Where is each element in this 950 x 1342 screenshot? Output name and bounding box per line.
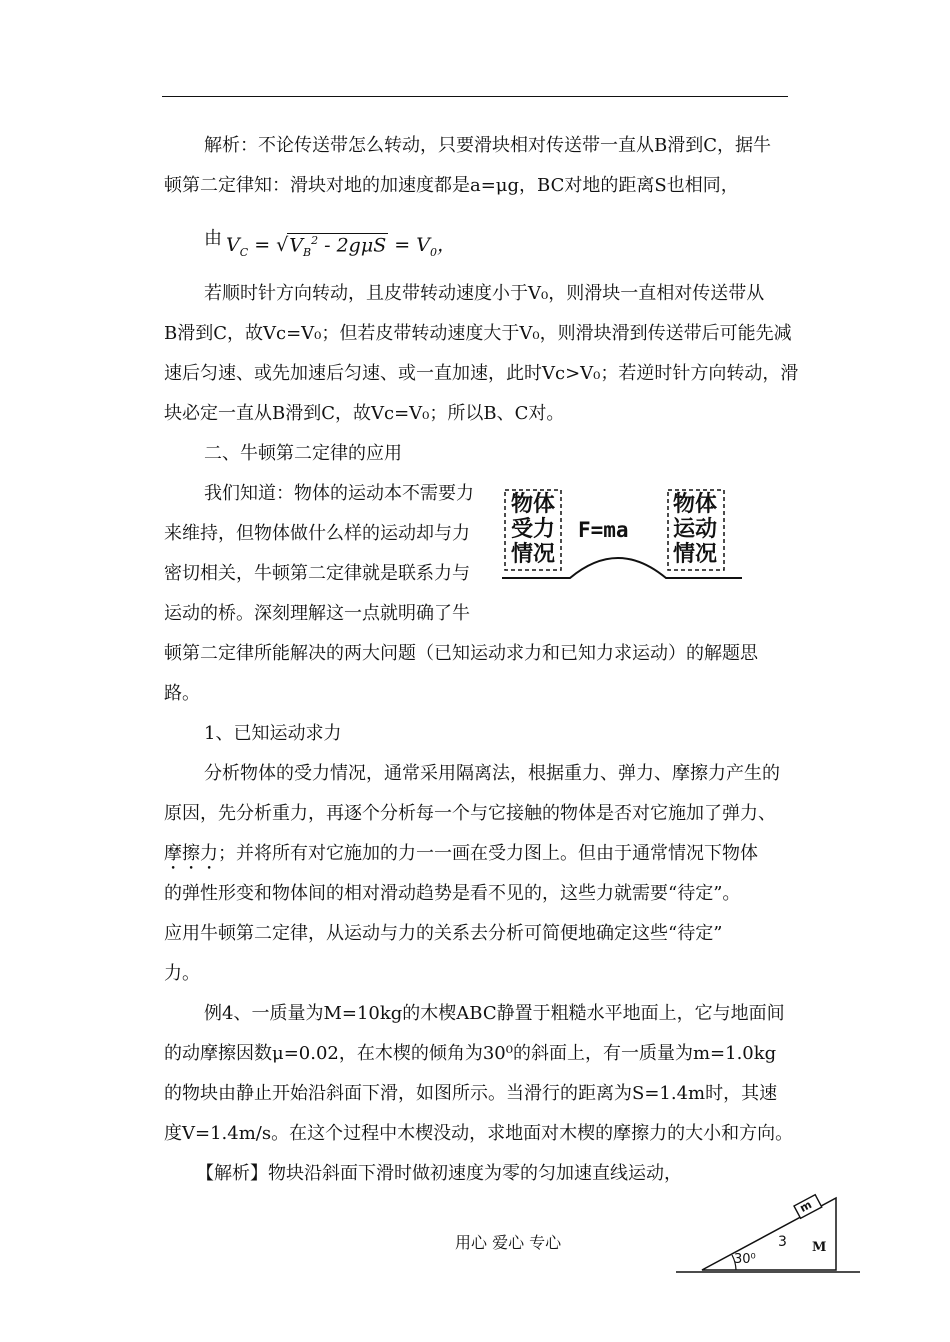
paragraph-line: 分析物体的受力情况，通常采用隔离法，根据重力、弹力、摩擦力产生的 xyxy=(204,763,780,784)
header-rule xyxy=(162,96,788,97)
subsection-heading: 1、已知运动求力 xyxy=(204,723,342,744)
f-equals-ma: F=ma xyxy=(578,518,629,542)
angle-label: 30⁰ xyxy=(734,1252,756,1267)
left-box-line: 情况 xyxy=(510,542,555,567)
paragraph-line: 应用牛顿第二定律，从运动与力的关系去分析可简便地确定这些“待定” xyxy=(164,923,723,944)
example-line: 例4、一质量为M=10kg的木楔ABC静置于粗糙水平地面上，它与地面间 xyxy=(204,1003,785,1024)
side-label: 3 xyxy=(778,1234,787,1250)
paragraph-line: B滑到C，故Vc=V₀；但若皮带转动速度大于V₀，则滑块滑到传送带后可能先减 xyxy=(164,323,792,344)
wedge-label: M xyxy=(812,1240,827,1255)
paragraph-line: 的弹性形变和物体间的相对滑动趋势是看不见的，这些力就需要“待定”。 xyxy=(164,883,741,904)
right-box-line: 物体 xyxy=(672,492,717,517)
emphasis-friction: 摩擦力； xyxy=(164,843,236,864)
left-box-line: 物体 xyxy=(510,492,555,517)
paragraph-line: 运动的桥。深刻理解这一点就明确了牛 xyxy=(164,603,470,624)
paragraph-line: 块必定一直从B滑到C，故Vc=V₀；所以B、C对。 xyxy=(164,403,565,424)
solution-tag: 【解析】 xyxy=(196,1163,268,1184)
example-line: 度V=1.4m/s。在这个过程中木楔没动，求地面对木楔的摩擦力的大小和方向。 xyxy=(164,1123,794,1144)
right-box-line: 运动 xyxy=(672,517,717,542)
paragraph-line: 若顺时针方向转动，且皮带转动速度小于V₀，则滑块一直相对传送带从 xyxy=(204,283,765,304)
paragraph-line: 来维持，但物体做什么样的运动却与力 xyxy=(164,523,470,544)
paragraph-line: 原因，先分析重力，再逐个分析每一个与它接触的物体是否对它施加了弹力、 xyxy=(164,803,776,824)
example-line: 的物块由静止开始沿斜面下滑，如图所示。当滑行的距离为S=1.4m时，其速 xyxy=(164,1083,778,1104)
paragraph-line: 顿第二定律知：滑块对地的加速度都是a=μg，BC对地的距离S也相同， xyxy=(164,175,739,196)
paragraph-line: 解析：不论传送带怎么转动，只要滑块相对传送带一直从B滑到C，据牛 xyxy=(204,135,771,156)
solution-line: 【解析】物块沿斜面下滑时做初速度为零的匀加速直线运动， xyxy=(196,1163,682,1184)
paragraph-line: 顿第二定律所能解决的两大问题（已知运动求力和已知力求运动）的解题思 xyxy=(164,643,758,664)
page-footer: 用心 爱心 专心 xyxy=(455,1233,562,1252)
right-box-line: 情况 xyxy=(672,542,717,567)
paragraph-line: 力。 xyxy=(164,963,200,984)
left-box-line: 受力 xyxy=(510,517,555,542)
example-line: 的动摩擦因数μ=0.02，在木楔的倾角为30⁰的斜面上，有一质量为m=1.0kg xyxy=(164,1043,777,1064)
paragraph-line: 速后匀速、或先加速后匀速、或一直加速，此时Vc>V₀；若逆时针方向转动，滑 xyxy=(164,363,799,384)
block-label: m xyxy=(797,1198,814,1215)
paragraph-line: 路。 xyxy=(164,683,200,704)
wedge-svg xyxy=(674,1184,864,1280)
paragraph-line: 我们知道：物体的运动本不需要力 xyxy=(204,483,474,504)
section-heading: 二、牛顿第二定律的应用 xyxy=(204,443,402,464)
paragraph-line: 密切相关，牛顿第二定律就是联系力与 xyxy=(164,563,470,584)
paragraph-line: 摩擦力；并将所有对它施加的力一一画在受力图上。但由于通常情况下物体 xyxy=(164,843,758,864)
